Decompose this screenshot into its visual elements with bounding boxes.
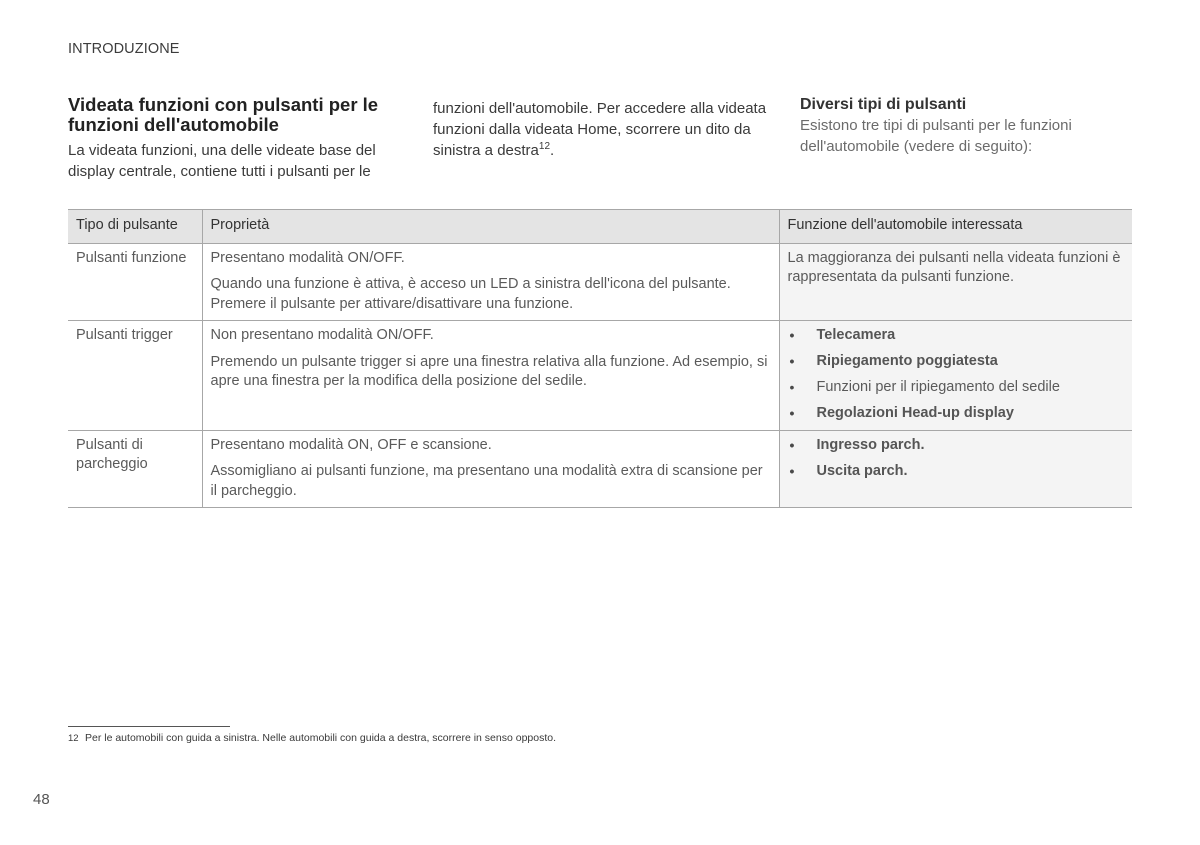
column-header-properties: Proprietà <box>202 210 779 244</box>
button-types-table <box>68 209 1132 508</box>
bullet-icon: • <box>789 353 795 369</box>
function-list <box>788 436 1125 482</box>
page-title: Videata funzioni con pulsanti per le funzioni dell'automobile <box>68 94 379 135</box>
list-item-label: Uscita parch. <box>816 462 908 479</box>
list-item-label: Ripiegamento poggiatesta <box>816 353 998 369</box>
bullet-icon: • <box>789 405 795 421</box>
intro-column-2 <box>433 95 768 161</box>
property-line: Premendo un pulsante trigger si apre una finestra relativa alla funzione. Ad esempio, si apre una finestra per la modifica della posizione del sedile. <box>210 353 768 389</box>
list-item <box>788 378 1125 398</box>
list-item-label: Regolazioni Head-up display <box>816 405 1014 421</box>
bullet-icon: • <box>789 379 795 395</box>
button-type-cell: Pulsanti funzione <box>68 243 202 321</box>
property-line: Presentano modalità ON, OFF e scansione. <box>210 436 492 453</box>
list-item <box>788 462 1125 482</box>
list-item-label: Telecamera <box>816 327 896 343</box>
intro-paragraph-part2 <box>433 98 768 161</box>
list-item <box>788 404 1125 424</box>
properties-cell <box>202 430 779 508</box>
properties-cell <box>202 321 779 431</box>
footnote-divider <box>68 726 230 727</box>
intro-paragraph-text: funzioni dell'automobile. Per accedere alla videata funzioni dalla videata Home, scorrere un dito da sinistra a destra <box>433 100 767 159</box>
function-cell: La maggioranza dei pulsanti nella videata funzioni è rappresentata da pulsanti funzione. <box>779 243 1132 321</box>
page-number: 48 <box>33 791 50 808</box>
button-type-cell: Pulsanti di parcheggio <box>68 430 202 508</box>
table-header-row <box>68 210 1132 244</box>
property-line: Quando una funzione è attiva, è acceso un LED a sinistra dell'icona del pulsante. Premere il pulsante per attivare/disattivare una funzione. <box>210 276 731 312</box>
table-row <box>68 243 1132 321</box>
function-cell <box>779 430 1132 508</box>
bullet-icon: • <box>789 436 795 453</box>
properties-cell <box>202 243 779 321</box>
section-header: INTRODUZIONE <box>68 41 180 57</box>
bullet-icon: • <box>789 327 795 343</box>
button-type-cell: Pulsanti trigger <box>68 321 202 431</box>
property-line: Non presentano modalità ON/OFF. <box>210 327 434 343</box>
list-item <box>788 436 1125 456</box>
footnote-text: Per le automobili con guida a sinistra. Nelle automobili con guida a destra, scorrere in senso opposto. <box>85 732 557 744</box>
property-line: Presentano modalità ON/OFF. <box>210 249 405 266</box>
intro-column-1 <box>68 95 403 182</box>
footnote-number: 12 <box>68 733 79 744</box>
table-row <box>68 430 1132 508</box>
button-types-heading: Diversi tipi di pulsanti <box>800 96 967 113</box>
function-list <box>788 326 1125 424</box>
function-cell <box>779 321 1132 431</box>
footnote <box>68 732 556 744</box>
property-line: Assomigliano ai pulsanti funzione, ma presentano una modalità extra di scansione per il parcheggio. <box>210 463 763 499</box>
footnote-reference[interactable]: 12 <box>538 141 551 152</box>
intro-paragraph-part1: La videata funzioni, una delle videate base del display centrale, contiene tutti i pulsanti per le <box>68 142 376 180</box>
button-types-column <box>800 95 1135 157</box>
bullet-icon: • <box>789 462 795 479</box>
list-item-label: Ingresso parch. <box>816 436 925 453</box>
column-header-function: Funzione dell'automobile interessata <box>779 210 1132 244</box>
intro-paragraph-end: . <box>550 142 555 159</box>
table-row <box>68 321 1132 431</box>
column-header-type: Tipo di pulsante <box>68 210 202 244</box>
list-item-label: Funzioni per il ripiegamento del sedile <box>816 379 1060 395</box>
list-item <box>788 352 1125 372</box>
list-item <box>788 326 1125 346</box>
button-types-intro: Esistono tre tipi di pulsanti per le funzioni dell'automobile (vedere di seguito): <box>800 117 1072 155</box>
